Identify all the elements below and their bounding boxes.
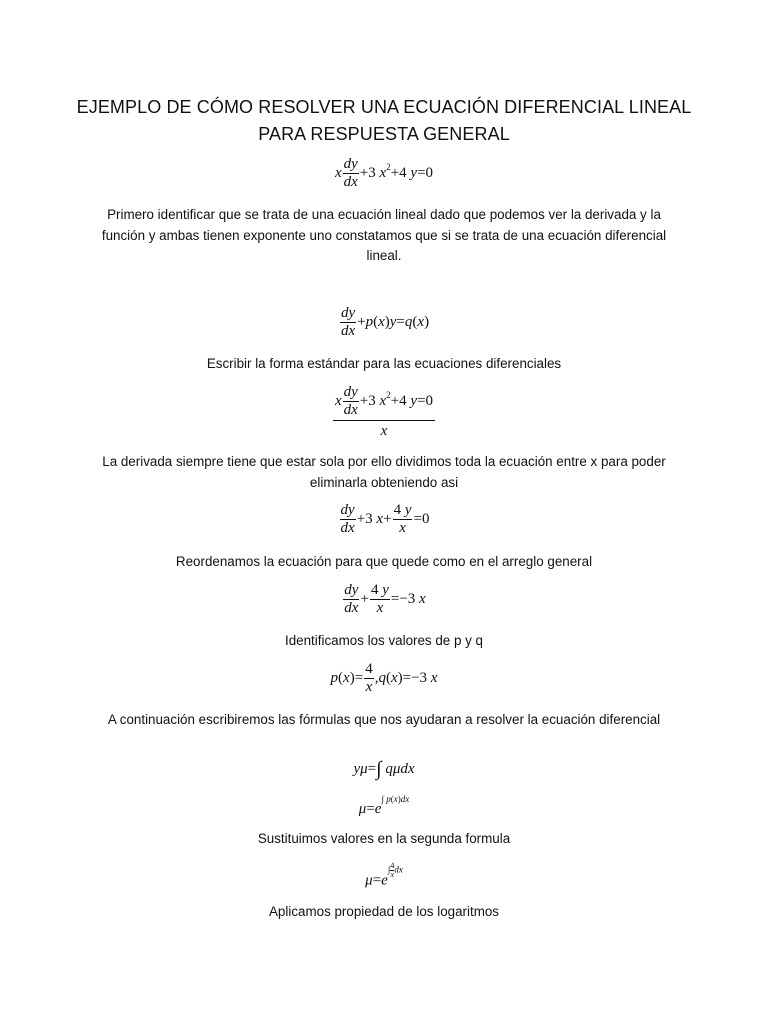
equation-9: μ=e∫ $\frac{4}{x}$ dx	[365, 861, 403, 889]
equation-4: $\frac{dy}{dx}$ +3 x+ $\frac{4 y}{x}$ =0	[340, 502, 430, 536]
paragraph-7: Sustituimos valores en la segunda formula	[257, 831, 511, 846]
document-title	[60, 94, 708, 148]
equation-3: x $\frac{dy}{dx}$ +3 $x^2+4$ y=0 x	[334, 384, 434, 439]
paragraph-4: Reordenamos la ecuación para que quede como en el arreglo general	[175, 554, 593, 569]
title-line-2: PARA RESPUESTA GENERAL	[258, 124, 510, 144]
paragraph-5: Identificamos los valores de p y q	[285, 633, 483, 648]
paragraph-6: A continuación escribiremos las fórmulas que nos ayudaran a resolver la ecuación diferencial	[107, 712, 661, 727]
paragraph-3: La derivada siempre tiene que estar sola por ello dividimos toda la ecuación entre x para poder eliminarla obteniendo asi	[102, 454, 666, 490]
equation-6: p(x)= $\frac{4}{x}$ ,q(x)=−3 x	[330, 661, 438, 695]
equation-7: yμ=∫ qμdx	[353, 758, 415, 780]
equation-2: $\frac{dy}{dx}$ +p(x)y=q(x)	[340, 305, 430, 339]
equation-8: μ=e∫ p(x)dx	[358, 794, 410, 817]
title-line-1: EJEMPLO DE CÓMO RESOLVER UNA ECUACIÓN DIFERENCIAL LINEAL	[76, 97, 692, 117]
paragraph-1: Primero identificar que se trata de una ecuación lineal dado que podemos ver la derivada y la función y ambas tienen exponente uno constatamos que si se trata de una ecuación diferencial lineal.	[101, 207, 667, 263]
equation-5: $\frac{dy}{dx}$ + $\frac{4 y}{x}$ =−3 x	[344, 582, 426, 616]
paragraph-2: Escribir la forma estándar para las ecuaciones diferenciales	[206, 356, 562, 371]
paragraph-8: Aplicamos propiedad de los logaritmos	[269, 904, 499, 919]
equation-1: x $\frac{dy}{dx}$ +3 $x^2+4$ y=0	[334, 156, 434, 190]
